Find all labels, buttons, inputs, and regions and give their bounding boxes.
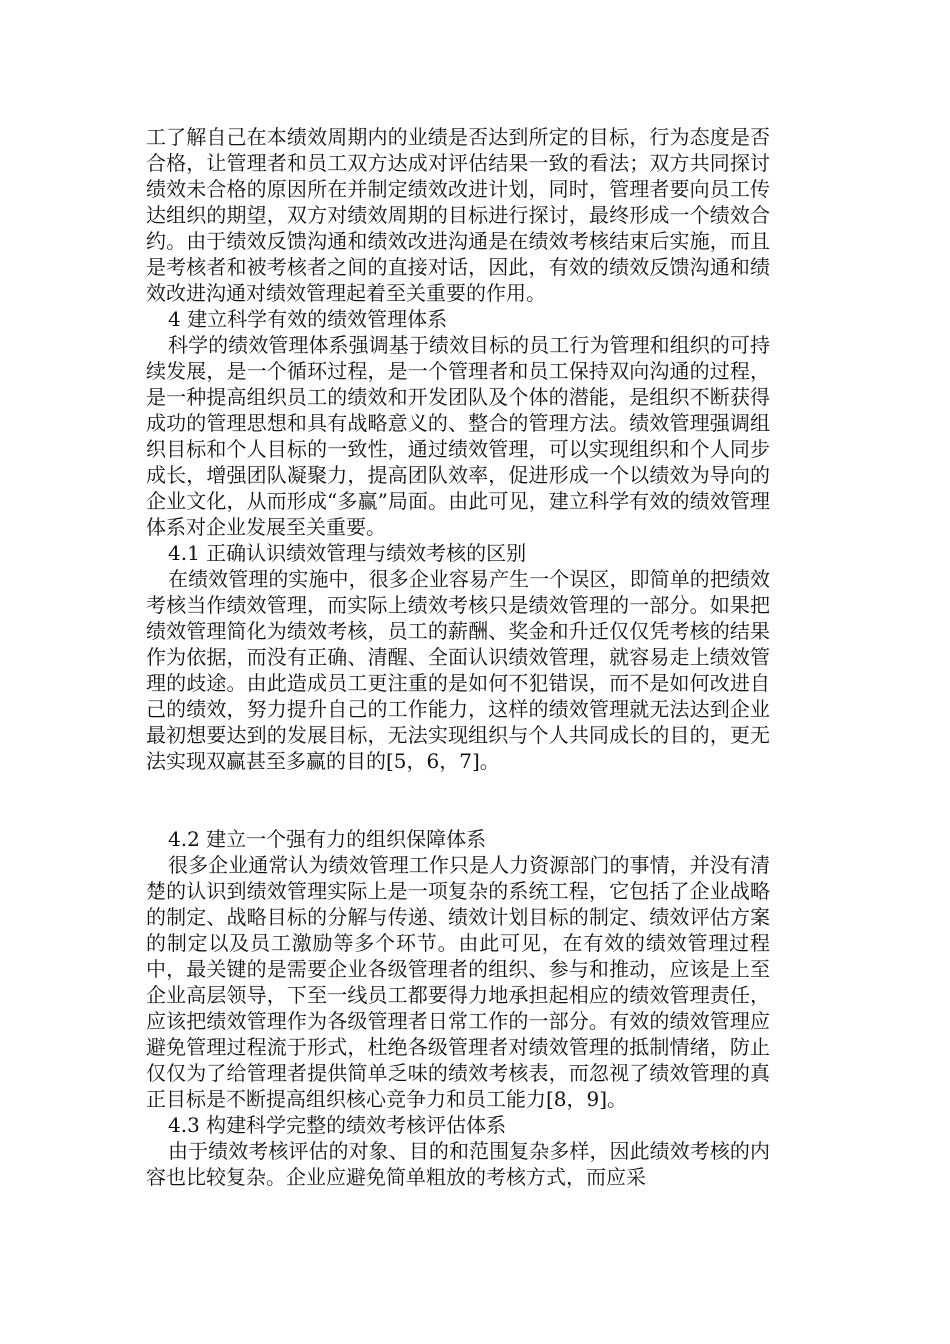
section-heading-4-2: 4.2 建立一个强有力的组织保障体系 bbox=[168, 827, 487, 851]
paragraph-feedback-communication: 工了解自己在本绩效周期内的业绩是否达到所定的目标，行为态度是否合格，让管理者和员工双方达成对评估结果一致的看法；双方共同探讨绩效未合格的原因所在并制定绩效改进计划，同时，管理者要向员工传达组织的期望，双方对绩效周期的目标进行探讨，最终形成一个绩效合约。由于绩效反馈沟通和绩效改进沟通是在绩效考核结束后实施，而且是考核者和被考核者之间的直接对话，因此，有效的绩效反馈沟通和绩效改进沟通对绩效管理起着至关重要的作用。 bbox=[146, 125, 770, 305]
section-heading-4: 4 建立科学有效的绩效管理体系 bbox=[168, 307, 448, 331]
section-heading-4-1: 4.1 正确认识绩效管理与绩效考核的区别 bbox=[168, 541, 527, 565]
document-body bbox=[146, 124, 770, 1190]
paragraph-gap bbox=[146, 774, 770, 826]
section-heading-4-3: 4.3 构建科学完整的绩效考核评估体系 bbox=[168, 1113, 507, 1137]
paragraph-distinction: 在绩效管理的实施中，很多企业容易产生一个误区，即简单的把绩效考核当作绩效管理，而实际上绩效考核只是绩效管理的一部分。如果把绩效管理简化为绩效考核，员工的薪酬、奖金和升迁仅仅凭考核的结果作为依据，而没有正确、清醒、全面认识绩效管理，就容易走上绩效管理的歧途。由此造成员工更注重的是如何不犯错误，而不是如何改进自己的绩效，努力提升自己的工作能力，这样的绩效管理就无法达到企业最初想要达到的发展目标，无法实现组织与个人共同成长的目的，更无法实现双赢甚至多赢的目的[5，6，7]。 bbox=[146, 567, 770, 773]
paragraph-scientific-system: 科学的绩效管理体系强调基于绩效目标的员工行为管理和组织的可持续发展，是一个循环过程，是一个管理者和员工保持双向沟通的过程，是一种提高组织员工的绩效和开发团队及个体的潜能，是组织不断获得成功的管理思想和具有战略意义的、整合的管理方法。绩效管理强调组织目标和个人目标的一致性，通过绩效管理，可以实现组织和个人同步成长，增强团队凝聚力，提高团队效率，促进形成一个以绩效为导向的企业文化，从而形成“多赢”局面。由此可见，建立科学有效的绩效管理体系对企业发展至关重要。 bbox=[146, 333, 770, 539]
paragraph-organizational-support: 很多企业通常认为绩效管理工作只是人力资源部门的事情，并没有清楚的认识到绩效管理实际上是一项复杂的系统工程，它包括了企业战略的制定、战略目标的分解与传递、绩效计划目标的制定、绩效评估方案的制定以及员工激励等多个环节。由此可见，在有效的绩效管理过程中，最关键的是需要企业各级管理者的组织、参与和推动，应该是上至企业高层领导，下至一线员工都要得力地承担起相应的绩效管理责任，应该把绩效管理作为各级管理者日常工作的一部分。有效的绩效管理应避免管理过程流于形式，杜绝各级管理者对绩效管理的抵制情绪，防止仅仅为了给管理者提供简单乏味的绩效考核表，而忽视了绩效管理的真正目标是不断提高组织核心竞争力和员工能力[8，9]。 bbox=[146, 853, 770, 1111]
paragraph-evaluation-system: 由于绩效考核评估的对象、目的和范围复杂多样，因此绩效考核的内容也比较复杂。企业应避免简单粗放的考核方式，而应采 bbox=[146, 1139, 770, 1189]
